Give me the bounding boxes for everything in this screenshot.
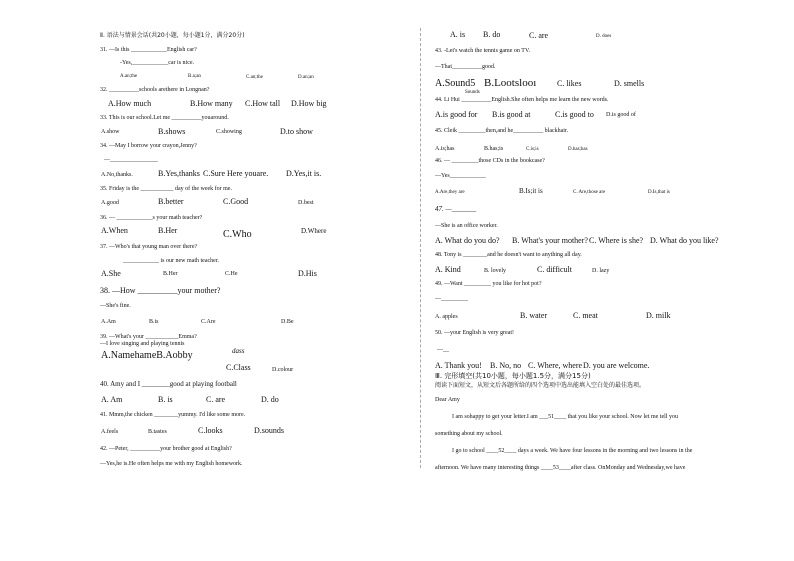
q43-option-b[interactable]: B.Lootslooı: [484, 77, 537, 89]
q35-option-d[interactable]: D.best: [298, 200, 314, 206]
q32-option-b[interactable]: B.How many: [190, 99, 233, 108]
section-title: Ⅱ. 语法与情景会话(共20小题，每小题1分，满分20分): [100, 32, 245, 39]
q33-option-c[interactable]: C.showing: [216, 129, 242, 135]
q38-option-d[interactable]: D.Be: [281, 319, 294, 325]
q50-option-d[interactable]: D. you are welcome.: [583, 361, 650, 370]
q47-stem: 47. —_______: [435, 205, 477, 213]
q34-option-a[interactable]: A.No,thanks.: [101, 172, 133, 178]
q39-stem2: —I love singing and playing tennis: [100, 341, 185, 347]
q38-stem2: —She's fine.: [100, 303, 131, 309]
q43-option-c[interactable]: C. likes: [557, 79, 582, 88]
q38-option-a[interactable]: A.Am: [101, 319, 116, 325]
q36-stem: 36. — ____________s your math teacher?: [100, 215, 203, 221]
q32-option-a[interactable]: A.How much: [108, 99, 152, 108]
q34-option-d[interactable]: D.Yes,it is.: [286, 169, 322, 178]
q48-option-b[interactable]: B. lovely: [484, 268, 506, 274]
q49-option-c[interactable]: C. meat: [573, 311, 598, 320]
q41-stem: 41. Mmm,the chicken ________yummy. I'd like some more.: [100, 412, 246, 418]
q41-option-d[interactable]: D.sounds: [254, 426, 285, 435]
q31-stem: 31. —Is this ____________English car?: [100, 47, 197, 53]
q40-option-c[interactable]: C. are: [206, 395, 226, 404]
q45-option-a[interactable]: A.is;has: [435, 146, 455, 152]
q32-stem: 32. __________schools arethere in Longnan?: [100, 87, 210, 93]
q40-option-a[interactable]: A. Am: [101, 395, 123, 404]
q45-option-d[interactable]: D.has;has: [568, 147, 588, 152]
q35-stem: 35. Friday is the ___________ day of the week for me.: [100, 186, 232, 192]
q40-option-b[interactable]: B. is: [158, 395, 173, 404]
q31-option-b[interactable]: B.a;an: [188, 74, 201, 79]
q46-option-b[interactable]: B.Is;it is: [519, 187, 543, 195]
q46-option-a[interactable]: A.Are,they are: [435, 190, 465, 195]
q36-option-d[interactable]: D.Where: [301, 227, 327, 235]
q37-stem: 37. —Who's that young man over there?: [100, 244, 198, 250]
q39-option-ab[interactable]: A.NamehameB.Aobby: [101, 350, 193, 361]
q36-option-c[interactable]: C.Who: [223, 229, 252, 240]
q50-option-a[interactable]: A. Thank you!: [435, 361, 482, 370]
q42-option-d[interactable]: D. does: [596, 34, 612, 39]
q49-option-d[interactable]: D. milk: [646, 311, 671, 320]
q44-option-c[interactable]: C.is good to: [555, 110, 594, 119]
q46-stem: 46. — _________those CDs in the bookcase?: [435, 158, 545, 164]
q35-option-a[interactable]: A.good: [101, 200, 119, 206]
q38-stem: 38. —How __________your mother?: [100, 286, 221, 295]
q50-stem2: —__: [437, 347, 449, 353]
q44-option-d[interactable]: D.is good of: [606, 112, 636, 118]
q46-stem2: —Yes____________: [435, 173, 486, 179]
q32-option-c[interactable]: C.How tall: [245, 99, 281, 108]
q41-option-b[interactable]: B.tastes: [148, 429, 167, 435]
q45-stem: 45. Cleik _________then,and he__________ blackhair.: [435, 128, 569, 134]
q38-option-c[interactable]: C.Are: [201, 319, 216, 325]
q48-option-a[interactable]: A. Kind: [435, 265, 461, 274]
q48-option-d[interactable]: D. lazy: [592, 268, 610, 274]
q31-option-c[interactable]: C.an;the: [246, 75, 263, 80]
letter-greeting: Dear Amy: [435, 397, 460, 403]
q47-stem2: —She is an office worker.: [435, 223, 498, 229]
column-divider: [420, 28, 421, 468]
q49-option-a[interactable]: A. apples: [435, 314, 458, 320]
q43-option-a[interactable]: A.Sound5: [435, 78, 476, 89]
q46-option-d[interactable]: D.Is,that is: [648, 190, 670, 195]
q47-option-d[interactable]: D. What do you like?: [650, 236, 719, 245]
section3-instructions: 阅读下面短文，从短文后各题所给的四个选项中选出能填入空白处的最佳选项。: [435, 382, 646, 389]
q50-option-c[interactable]: C. Where, where: [528, 361, 583, 370]
q50-option-b[interactable]: B. No, no: [490, 361, 522, 370]
q32-option-d[interactable]: D.How big: [291, 99, 327, 108]
letter-paragraph-2: I go to school ____52____ days a week. We have four lessons in the morning and two lessons in the: [452, 448, 693, 454]
q39-option-c[interactable]: C.Class: [226, 363, 251, 372]
q31-option-d[interactable]: D.an;an: [298, 75, 314, 80]
q40-stem: 40. Amy and I ________good at playing football: [100, 380, 237, 388]
q33-option-b[interactable]: B.shows: [158, 127, 186, 136]
q35-option-c[interactable]: C.Good: [223, 197, 249, 206]
q44-option-a[interactable]: A.is good for: [435, 110, 478, 119]
q36-option-b[interactable]: B.Her: [158, 226, 178, 235]
q50-stem: 50. —your English is very great!: [435, 330, 514, 336]
q34-stem: 34. —May I borrow your crayon,Jenny?: [100, 143, 197, 149]
q40-option-d[interactable]: D. do: [261, 395, 279, 404]
q37-option-c[interactable]: C.He: [225, 271, 238, 277]
q39-option-d[interactable]: D.colour: [272, 367, 294, 373]
q43-stem2: —That__________good.: [435, 64, 496, 70]
q33-option-d[interactable]: D.to show: [280, 127, 313, 136]
q47-option-c[interactable]: C. Where is she?: [589, 236, 644, 245]
q34-stem2: —________________: [104, 157, 158, 163]
q47-option-a[interactable]: A. What do you do?: [435, 236, 500, 245]
q43-option-d[interactable]: D. smells: [614, 79, 645, 88]
q43-stem: 43. -Let's watch the tennis game on TV.: [435, 48, 531, 54]
q39-handwritten-note: dass: [232, 347, 245, 355]
q46-option-c[interactable]: C. Are,those are: [573, 190, 606, 195]
q42-stem2: —Yes,he is.He often helps me with my English homework.: [100, 461, 243, 467]
q42-option-b[interactable]: B. do: [483, 30, 501, 39]
section3-title: Ⅲ. 完形填空(共10小题，每小题1.5分，满分15分): [435, 372, 591, 380]
letter-paragraph-1-cont: something about my school.: [435, 431, 503, 437]
q47-option-b[interactable]: B. What's your mother?: [512, 236, 588, 245]
q45-option-c[interactable]: C.is;is: [526, 147, 539, 152]
q37-option-b[interactable]: B.Her: [163, 271, 178, 277]
q42-stem: 42. —Peter, __________your brother good at English?: [100, 446, 232, 452]
q44-stem: 44. Li Hui __________English.She often helps me learn the new words.: [435, 97, 609, 103]
q37-option-a[interactable]: A.She: [101, 269, 121, 278]
q38-option-b[interactable]: B.is: [149, 319, 159, 325]
q37-option-d[interactable]: D.His: [298, 269, 317, 278]
q33-stem: 33. This is our school.Let me __________youaround.: [100, 115, 229, 121]
q33-option-a[interactable]: A.show: [101, 129, 120, 135]
q41-option-c[interactable]: C.looks: [198, 426, 223, 435]
q49-option-b[interactable]: B. water: [520, 311, 548, 320]
q48-stem: 48. Tony is ________and he doesn't want to anything all day.: [435, 252, 582, 258]
q45-option-b[interactable]: B.has;is: [484, 146, 504, 152]
q42-option-a[interactable]: A. is: [450, 30, 466, 39]
q41-option-a[interactable]: A.feels: [101, 429, 119, 435]
letter-paragraph-1: I am sohappy to get your letter.I am ___51____ that you like your school. Now let me tell you: [452, 414, 678, 420]
q36-option-a[interactable]: A.When: [101, 226, 128, 235]
q34-option-b[interactable]: B.Yes,thanks: [158, 169, 200, 178]
q35-option-b[interactable]: B.better: [158, 197, 184, 206]
q31-option-a[interactable]: A.an;the: [120, 74, 138, 79]
q48-option-c[interactable]: C. difficult: [537, 265, 572, 274]
q49-stem: 49. —Want _________ you like for hot pot?: [435, 281, 542, 287]
q37-stem2: ____________ is our new math teacher.: [123, 258, 219, 264]
q31-stem2: -Yes,____________car is nice.: [120, 60, 195, 66]
q34-option-c[interactable]: C.Sure Here youare.: [203, 169, 269, 178]
q42-option-c[interactable]: C. are: [529, 31, 549, 40]
q39-stem: 39. —What's your ___________Emma?: [100, 334, 197, 340]
q44-option-b[interactable]: B.is good at: [492, 110, 531, 119]
letter-paragraph-2-cont: afternoon. We have many interesting things ____53____after class. OnMonday and Wednesday,we have: [435, 465, 686, 471]
q49-stem2: —_________: [435, 296, 468, 302]
q43-small-note: Sounds: [465, 90, 480, 95]
